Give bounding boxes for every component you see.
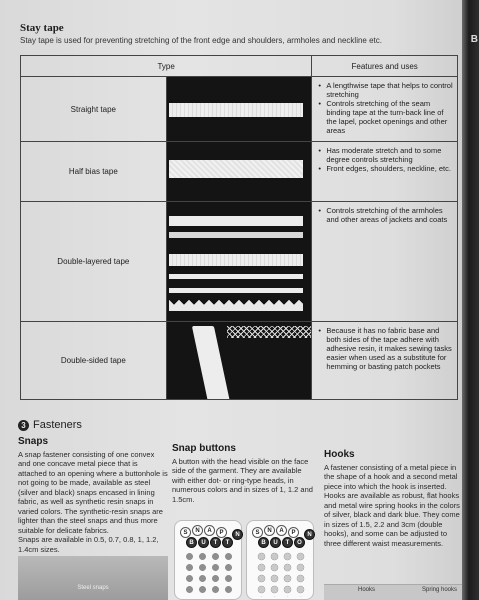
logo-letter: N [304, 529, 315, 540]
features-list [318, 206, 453, 224]
fasteners-heading [18, 419, 82, 431]
tape-strip [169, 288, 304, 293]
logo-letter: T [222, 537, 233, 548]
straight-tape-photo [166, 77, 312, 142]
features-list [318, 146, 453, 173]
row-type-label: Straight tape [21, 77, 167, 142]
snaps-column [18, 437, 168, 554]
logo-letter: N [192, 525, 203, 536]
logo-letter: N [232, 529, 243, 540]
logo-letter: U [270, 537, 281, 548]
logo-letter: O [294, 537, 305, 548]
list-item: • Has moderate stretch and to some degree controls stretching [318, 146, 453, 164]
mesh-tape [227, 326, 312, 338]
list-item: • A lengthwise tape that helps to control stretching [318, 81, 453, 99]
stay-tape-table [20, 55, 458, 400]
photo-label: Hooks [358, 587, 376, 593]
table-header-row [21, 56, 458, 77]
spine-letter: B [470, 34, 478, 45]
col-header-type: Type [21, 56, 312, 77]
snaps-title: Snaps [18, 436, 49, 447]
logo-letter: A [204, 525, 215, 536]
logo-letter: B [186, 537, 197, 548]
tape-strip [169, 216, 304, 226]
half-bias-tape-photo [166, 142, 312, 202]
tape-strip [169, 232, 304, 238]
list-item: • Because it has no fabric base and both sides of the tape adhere with adhesive resin, it makes sewing tasks easier when used as a substitute for hemming or basting patch pockets [318, 326, 453, 371]
col-header-features: Features and uses [312, 56, 458, 77]
straight-tape-strip [169, 103, 304, 117]
tape-strip [169, 254, 304, 266]
logo-letter: B [258, 537, 269, 548]
row-type-label: Double-sided tape [21, 322, 167, 400]
section-intro: Stay tape is used for preventing stretching of the front edge and shoulders, armholes and neckline etc. [20, 36, 382, 45]
photo-label: Spring hooks [422, 587, 458, 593]
table-row [21, 202, 458, 322]
logo-letter: T [282, 537, 293, 548]
section-heading: Stay tape [20, 22, 64, 34]
list-item: • Front edges, shoulders, neckline, etc. [318, 164, 453, 173]
row-type-label: Double-layered tape [21, 202, 167, 322]
steel-snaps-photo [18, 556, 168, 600]
snap-grid [255, 551, 307, 597]
hooks-photo [324, 584, 462, 600]
half-bias-tape-strip [169, 160, 304, 178]
snap-buttons-title: Snap buttons [172, 443, 236, 454]
photo-caption: Steel snaps [77, 585, 109, 591]
features-list [318, 81, 453, 135]
table-row [21, 77, 458, 142]
double-layered-tape-photo [166, 202, 312, 322]
list-item: • Controls stretching of the armholes and other areas of jackets and coats [318, 206, 453, 224]
hooks-title: Hooks [324, 449, 355, 460]
hooks-text: A fastener consisting of a metal piece in the shape of a hook and a second metal piece into which the hook is inserted. Hooks are available as robust, flat hooks and metal wire spring hooks in the colors of silver, black and dark blue. They come in sizes of 1.5, 2.2 and 3cm (double hooks), and some can be adjusted to three different waist measurements. [324, 462, 460, 548]
logo-letter: N [264, 525, 275, 536]
logo-letter: P [216, 527, 227, 538]
logo-letter: U [198, 537, 209, 548]
table-row [21, 142, 458, 202]
snap-button-card [246, 520, 314, 600]
logo-letter: P [288, 527, 299, 538]
snaps-text: A snap fastener consisting of one convex and one concave metal piece that is attached to an opening where a buttonhole is not going to be made, available as steel (silver and black) snaps encased in lining fabric, as well as synthetic resin snaps in varied colors. The synthetic-resin snaps are lighter than the steel snaps and thus more suitable for delicate fabrics. [18, 449, 168, 535]
zigzag-tape [169, 299, 304, 311]
logo-letter: S [252, 527, 263, 538]
book-spine [462, 0, 479, 600]
logo-letter: T [210, 537, 221, 548]
snap-grid [183, 551, 235, 597]
features-list [318, 326, 453, 371]
snap-buttons-text: A button with the head visible on the face side of the garment. They are available with either dot- or ring-type heads, in numerous colors and in sizes of 1, 1.2 and 1.5cm. [172, 456, 313, 504]
tape-strip [169, 274, 304, 279]
row-type-label: Half bias tape [21, 142, 167, 202]
snap-buttons-column [172, 444, 316, 504]
logo-letter: A [276, 525, 287, 536]
hooks-column [324, 450, 460, 548]
section-number-badge: 3 [18, 420, 29, 431]
logo-letter: S [180, 527, 191, 538]
table-row [21, 322, 458, 400]
list-item: • Controls stretching of the seam binding tape at the turn-back line of the lapel, pocket openings and other areas [318, 99, 453, 135]
fasteners-title: Fasteners [33, 419, 82, 431]
snaps-sizes: Snaps are available in 0.5, 0.7, 0.8, 1, 1.2, 1.4cm sizes. [18, 535, 159, 554]
snap-button-logo [250, 525, 310, 547]
snap-button-logo [178, 525, 238, 547]
double-sided-tape-photo [166, 322, 312, 400]
snap-button-card [174, 520, 242, 600]
